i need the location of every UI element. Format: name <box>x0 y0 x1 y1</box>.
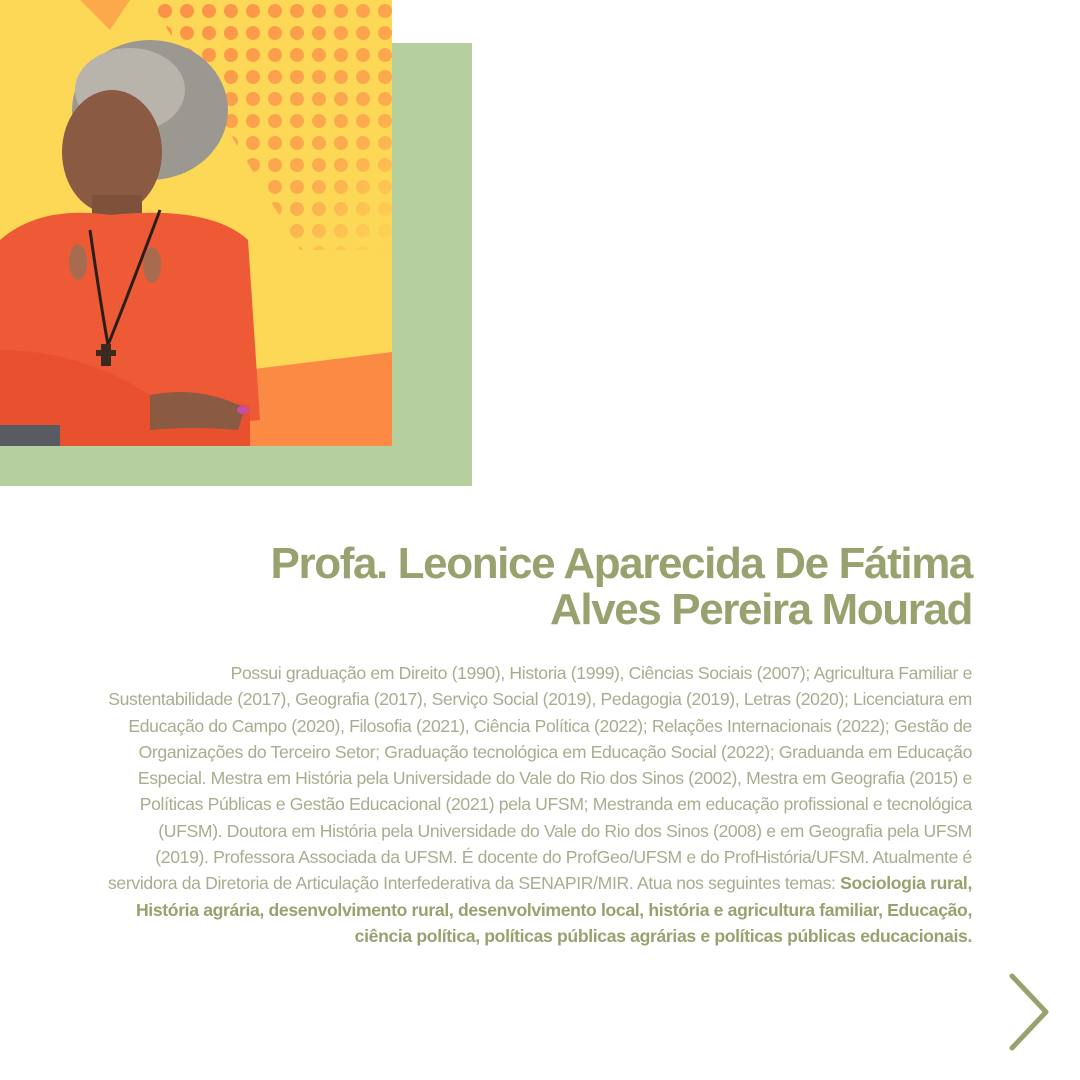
chevron-right-icon <box>1004 970 1054 1054</box>
profile-bio <box>102 660 972 949</box>
bio-text: Possui graduação em Direito (1990), Historia (1999), Ciências Sociais (2007); Agricultura Familiar e Sustentabilidade (2017), Geografia (2017), Serviço Social (2019), Pedagogia (2019), Letras (2020); Licenciatura em Educação do Campo (2020), Filosofia (2021), Ciência Política (2022); Relações Internacionais (2022); Gestão de Organizações do Terceiro Setor; Graduação tecnológica em Educação Social (2022); Graduanda em Educação Especial. Mestra em História pela Universidade do Vale do Rio dos Sinos (2002), Mestra em Geografia (2015) e Políticas Públicas e Gestão Educacional (2021) pela UFSM; Mestranda em educação profissional e tecnológica (UFSM). Doutora em História pela Universidade do Vale do Rio dos Sinos (2008) e em Geografia pela UFSM (2019). Professora Associada da UFSM. É docente do ProfGeo/UFSM e do ProfHistória/UFSM. Atualmente é servidora da Diretoria de Articulação Interfederativa da SENAPIR/MIR. Atua nos seguintes temas: <box>107 663 972 894</box>
profile-name-line2: Alves Pereira Mourad <box>550 585 972 634</box>
bio-research-topics: Sociologia rural, História agrária, desenvolvimento rural, desenvolvimento local, história e agricultura familiar, Educação, ciência política, políticas públicas agrárias e políticas públicas educacionais. <box>135 873 972 946</box>
next-slide-button[interactable] <box>1004 970 1054 1054</box>
profile-name <box>192 541 972 633</box>
profile-name-line1: Profa. Leonice Aparecida De Fátima <box>270 539 972 588</box>
profile-photo <box>0 0 392 446</box>
